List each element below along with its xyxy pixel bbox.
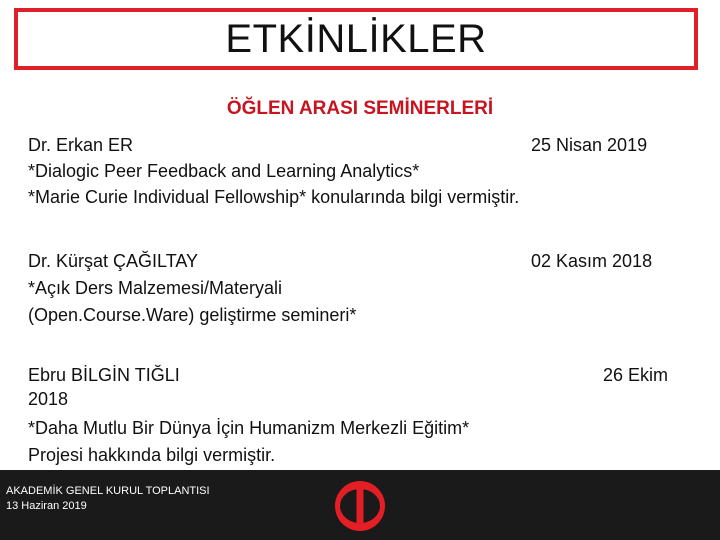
seminar-3-date: 26 Ekim (603, 365, 669, 385)
seminar-1-line-1: *Dialogic Peer Feedback and Learning Analytics* (28, 161, 420, 181)
seminar-2-line-1: *Açık Ders Malzemesi/Materyali (28, 278, 283, 298)
seminar-3-line-3: Projesi hakkında bilgi vermiştir. (28, 445, 276, 465)
footer-event-date: 13 Haziran 2019 (6, 500, 87, 512)
footer-bar (0, 470, 720, 540)
seminar-3-line-1: 2018 (28, 389, 69, 409)
seminar-3-speaker: Ebru BİLGİN TIĞLI (28, 365, 180, 385)
title-box (14, 8, 698, 70)
seminar-2-speaker: Dr. Kürşat ÇAĞILTAY (28, 251, 199, 271)
seminar-2-date: 02 Kasım 2018 (531, 251, 653, 271)
seminar-3-line-2: *Daha Mutlu Bir Dünya İçin Humanizm Merkezli Eğitim* (28, 418, 470, 438)
seminar-2-line-2: (Open.Course.Ware) geliştirme semineri* (28, 305, 357, 325)
slide-subtitle: ÖĞLEN ARASI SEMİNERLERİ (226, 98, 494, 119)
seminar-1-date: 25 Nisan 2019 (531, 135, 648, 155)
footer-event-name: AKADEMİK GENEL KURUL TOPLANTISI (6, 485, 210, 497)
seminar-1-speaker: Dr. Erkan ER (28, 135, 134, 155)
university-logo-icon (332, 478, 388, 534)
footer-text (6, 484, 210, 514)
seminar-1-line-2: *Marie Curie Individual Fellowship* konularında bilgi vermiştir. (28, 187, 520, 207)
slide-title: ETKİNLİKLER (225, 16, 487, 61)
